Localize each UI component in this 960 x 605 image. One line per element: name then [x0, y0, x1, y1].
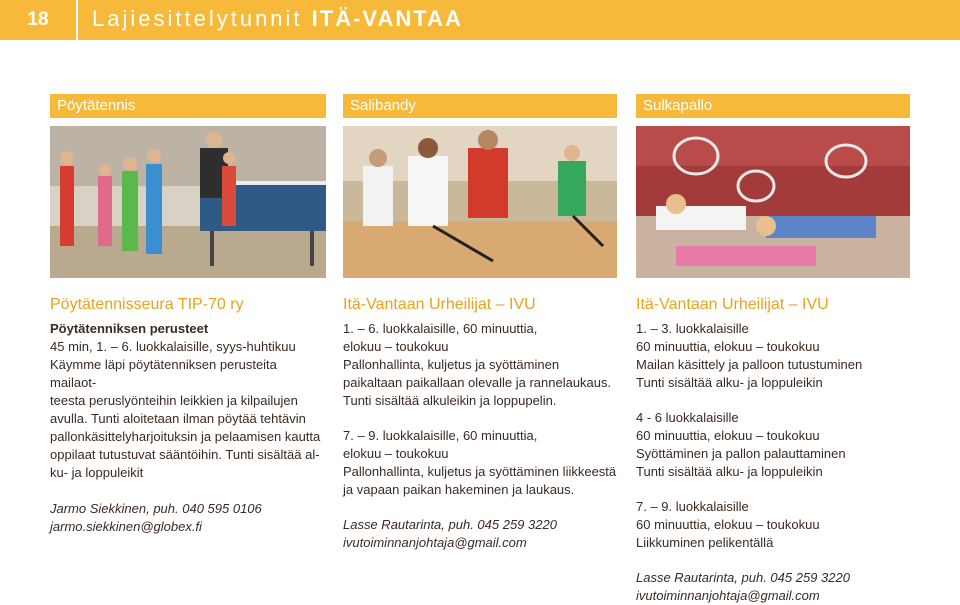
text-line: elokuu – toukokuu — [343, 446, 449, 461]
page-title — [92, 0, 463, 40]
contact-name: Lasse Rautarinta, puh. 045 259 3220 — [636, 570, 850, 585]
club-name: Pöytätennisseura TIP-70 ry — [50, 296, 244, 313]
text-line: 1. – 6. luokkalaisille, 60 minuuttia, — [343, 321, 538, 336]
club-name: Itä-Vantaan Urheilijat – IVU — [343, 296, 536, 313]
contact-name: Lasse Rautarinta, puh. 045 259 3220 — [343, 517, 557, 532]
page-header — [0, 0, 960, 40]
floorball-photo — [343, 126, 617, 278]
text-line: Tunti sisältää alku- ja loppuleikin — [636, 375, 823, 390]
text-line: Käymme läpi pöytätenniksen perusteita mailaot- — [50, 357, 277, 390]
text-line: Tunti sisältää alkuleikin ja loppupelin. — [343, 393, 557, 408]
column-badminton — [636, 295, 910, 605]
sport-bar-floorball: Salibandy — [343, 94, 617, 118]
text-line: elokuu – toukokuu — [343, 339, 449, 354]
text-line: avulla. Tunti aloitetaan ilman pöytää tehtävin — [50, 411, 306, 426]
text-line: ku- ja loppuleikit — [50, 465, 144, 480]
text-line: 60 minuuttia, elokuu – toukokuu — [636, 517, 820, 532]
text-line: Mailan käsittely ja palloon tutustuminen — [636, 357, 863, 372]
text-line: 7. – 9. luokkalaisille — [636, 499, 749, 514]
text-line: Syöttäminen ja pallon palauttaminen — [636, 446, 846, 461]
text-line: Pallonhallinta, kuljetus ja syöttäminen — [343, 357, 560, 372]
text-line: paikaltaan paikallaan olevalle ja rannelaukaus. — [343, 375, 612, 390]
table-tennis-photo — [50, 126, 326, 278]
contact-name: Jarmo Siekkinen, puh. 040 595 0106 — [50, 501, 262, 516]
badminton-photo — [636, 126, 910, 278]
sport-bar-badminton: Sulkapallo — [636, 94, 910, 118]
text-line: 7. – 9. luokkalaisille, 60 minuuttia, — [343, 428, 538, 443]
text-line: teesta peruslyönteihin leikkien ja kilpailujen — [50, 393, 298, 408]
text-line: pallonkäsittelyharjoituksin ja pelaamisen kautta — [50, 429, 321, 444]
page-title-light: Lajiesittelytunnit — [92, 6, 303, 31]
contact-email[interactable]: jarmo.siekkinen@globex.fi — [50, 519, 202, 534]
column-floorball — [343, 295, 623, 552]
sport-bar-table-tennis: Pöytätennis — [50, 94, 326, 118]
text-line: Pallonhallinta, kuljetus ja syöttäminen liikkeestä — [343, 464, 617, 479]
club-name: Itä-Vantaan Urheilijat – IVU — [636, 296, 829, 313]
contact-email[interactable]: ivutoiminnanjohtaja@gmail.com — [636, 588, 820, 603]
text-line: 60 minuuttia, elokuu – toukokuu — [636, 339, 820, 354]
text-line: 45 min, 1. – 6. luokkalaisille, syys-huhtikuu — [50, 339, 296, 354]
text-line: ja vapaan paikan hakeminen ja laukaus. — [343, 482, 575, 497]
header-divider — [76, 0, 78, 40]
page-number: 18 — [27, 9, 49, 30]
text-line: 1. – 3. luokkalaisille — [636, 321, 749, 336]
text-line: 60 minuuttia, elokuu – toukokuu — [636, 428, 820, 443]
column-table-tennis — [50, 295, 326, 536]
text-line: Tunti sisältää alku- ja loppuleikin — [636, 464, 823, 479]
text-line: oppilaat tutustuvat sääntöihin. Tunti sisältää al- — [50, 447, 320, 462]
text-line: 4 - 6 luokkalaisille — [636, 410, 739, 425]
text-line: Pöytätenniksen perusteet — [50, 321, 209, 336]
text-line: Liikkuminen pelikentällä — [636, 535, 774, 550]
page-title-bold: ITÄ-VANTAA — [311, 6, 463, 31]
contact-email[interactable]: ivutoiminnanjohtaja@gmail.com — [343, 535, 527, 550]
